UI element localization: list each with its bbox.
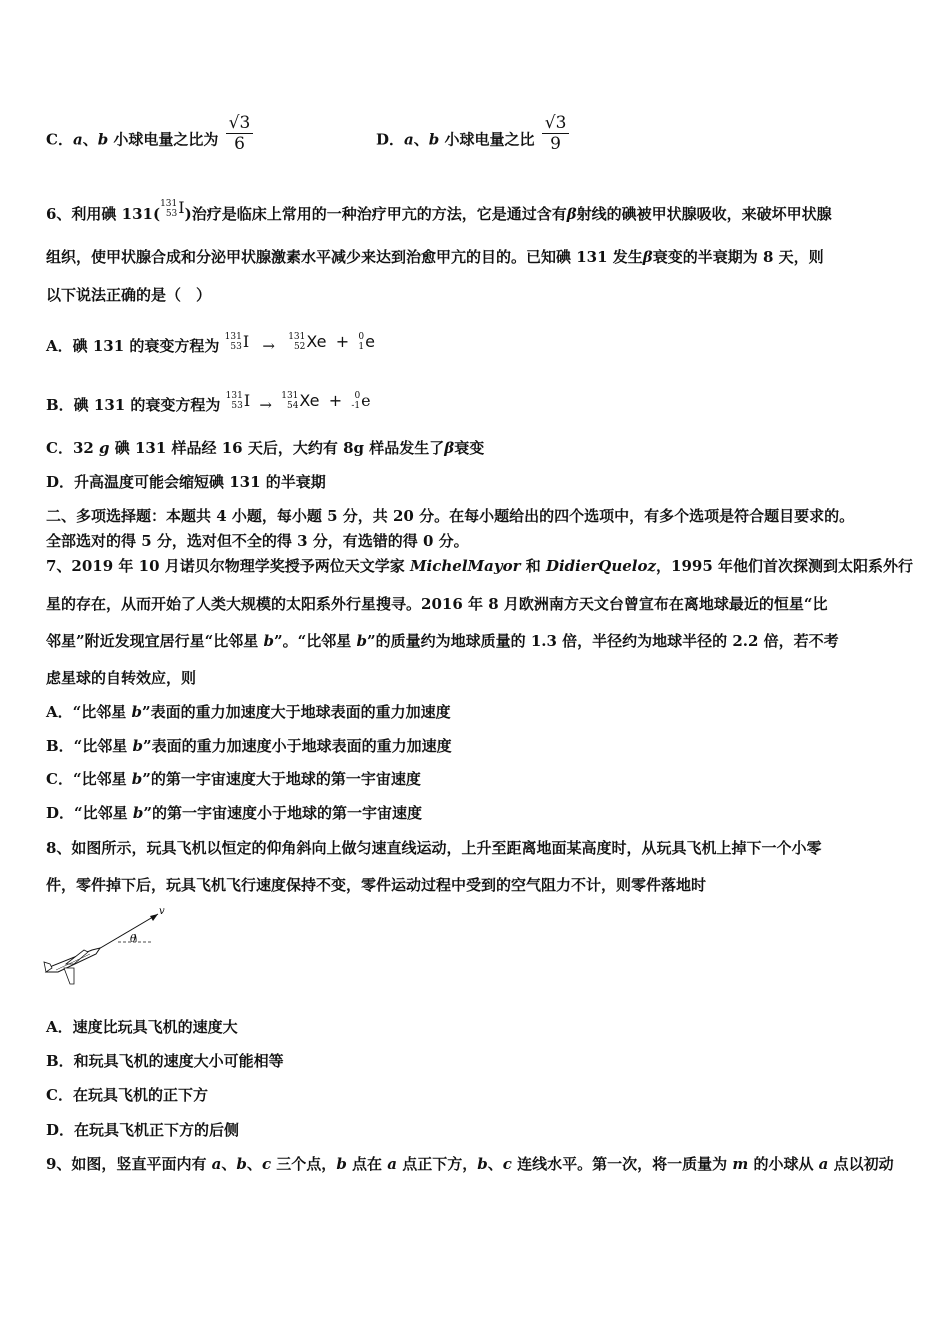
q5-option-c: C．a、b 小球电量之比为 $\frac{√3}{6}$: [46, 127, 253, 154]
q7-stem-line1: 7、2019 年 10 月诺贝尔物理学奖授予两位天文学家 MichelMayor 和 DidierQueloz，1995 年他们首次探测到太阳系外行: [46, 557, 913, 575]
q7-stem-line4: 虑星球的自转效应，则: [46, 669, 197, 687]
iodine-isotope: 131 53: [160, 199, 178, 219]
q6-option-a: A．碘 131 的衰变方程为 131 53 I → 131 52 Xe + 0 1 e: [46, 332, 375, 355]
section2-line2: 全部选对的得 5 分，选对但不全的得 3 分，有选错的得 0 分。: [46, 532, 469, 550]
q8-stem-line2: 件，零件掉下后，玩具飞机飞行速度保持不变，零件运动过程中受到的空气阻力不计，则零件落地时: [46, 876, 707, 894]
q5-option-d-fraction: $\frac{√3}{9}$: [542, 113, 570, 154]
velocity-label: v: [159, 906, 165, 917]
q7-stem-line3: 邻星”附近发现宜居行星“比邻星 b”。“比邻星 b”的质量约为地球质量的 1.3 倍，半径约为地球半径的 2.2 倍，若不考: [46, 632, 839, 650]
q6-option-d: D．升高温度可能会缩短碘 131 的半衰期: [46, 473, 326, 491]
q6-stem-line3: 以下说法正确的是（ ）: [46, 286, 212, 304]
q6-option-b: B．碘 131 的衰变方程为 131 53 I → 131 54 Xe + 0 -1 e: [46, 391, 371, 414]
q7-option-c: C．“比邻星 b”的第一宇宙速度大于地球的第一宇宙速度: [46, 770, 421, 788]
section2-line1: 二、多项选择题：本题共 4 小题，每小题 5 分，共 20 分。在每小题给出的四个选项中，有多个选项是符合题目要求的。: [46, 507, 855, 525]
q7-option-d: D．“比邻星 b”的第一宇宙速度小于地球的第一宇宙速度: [46, 804, 422, 822]
q6-stem-line2: 组织，使甲状腺合成和分泌甲状腺激素水平减少来达到治愈甲亢的目的。已知碘 131 发生β衰变的半衰期为 8 天，则: [46, 248, 824, 266]
angle-label: θ: [130, 934, 137, 945]
q7-option-a: A．“比邻星 b”表面的重力加速度大于地球表面的重力加速度: [46, 703, 451, 721]
q8-option-c: C．在玩具飞机的正下方: [46, 1086, 208, 1104]
q5-option-c-fraction: $\frac{√3}{6}$: [226, 113, 254, 154]
q8-option-a: A．速度比玩具飞机的速度大: [46, 1018, 238, 1036]
q5-option-d: D．a、b 小球电量之比 $\frac{√3}{9}$: [376, 127, 569, 154]
q6-stem-line1: 6、利用碘 131( 131 53 I)治疗是临床上常用的一种治疗甲亢的方法，它是通过含有β射线的碘被甲状腺吸收，来破坏甲状腺: [46, 198, 832, 223]
q8-option-d: D．在玩具飞机正下方的后侧: [46, 1121, 240, 1139]
q8-stem-line1: 8、如图所示，玩具飞机以恒定的仰角斜向上做匀速直线运动，上升至距离地面某高度时，从玩具飞机上掉下一个小零: [46, 839, 822, 857]
q7-option-b: B．“比邻星 b”表面的重力加速度小于地球表面的重力加速度: [46, 737, 452, 755]
q7-stem-line2: 星的存在，从而开始了人类大规模的太阳系外行星搜寻。2016 年 8 月欧洲南方天文台曾宣布在离地球最近的恒星“比: [46, 595, 828, 613]
q6-option-c: C．32 g 碘 131 样品经 16 天后，大约有 8g 样品发生了β衰变: [46, 439, 485, 457]
q8-option-b: B．和玩具飞机的速度大小可能相等: [46, 1052, 284, 1070]
toy-plane-figure: [40, 900, 170, 995]
q9-stem-line1: 9、如图，竖直平面内有 a、b、c 三个点，b 点在 a 点正下方，b、c 连线水平。第一次，将一质量为 m 的小球从 a 点以初动: [46, 1155, 894, 1173]
